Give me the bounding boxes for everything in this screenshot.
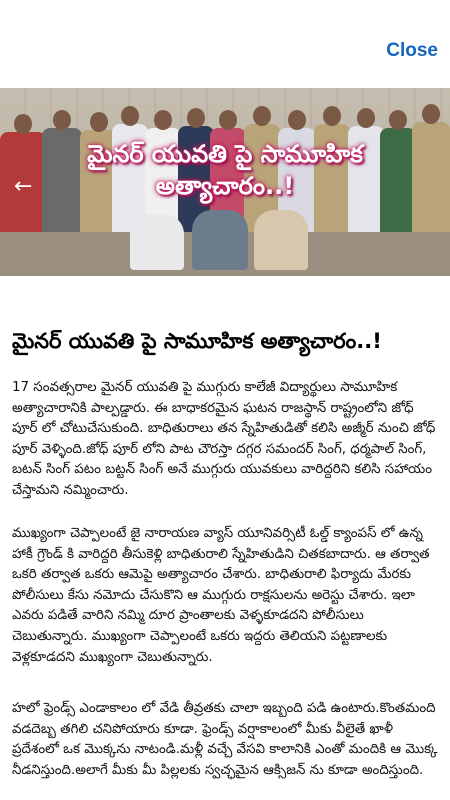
photo-figure-seated bbox=[254, 210, 308, 270]
article-headline: మైనర్ యువతి పై సామూహిక అత్యాచారం..! bbox=[12, 329, 382, 353]
close-button[interactable]: Close bbox=[386, 40, 438, 61]
photo-figure-head bbox=[389, 110, 407, 130]
photo-figure-head bbox=[90, 112, 108, 132]
image-overlay-line1: మైనర్ యువతి పై సామూహిక bbox=[87, 140, 363, 168]
photo-figure-seated bbox=[130, 214, 184, 270]
article-paragraph: హలో ఫ్రెండ్స్ ఎండాకాలం లో వేడి తీవ్రతకు చాలా ఇబ్బంది పడి ఉంటారు.కొంతమంది వడదెబ్బ తగిలి చనిపోయారు కూడా. ఫ్రెండ్స్ వర్షాకాలంలో మీకు వీలైతే ఖాళీ ప్రదేశంలో ఒక మొక్కను నాటండి.మళ్లీ వచ్చే వేసవి కాలానికి ఎంతో మందికి ఆ మొక్క నీడనిస్తుంది.అలాగే మీకు మీ పిల్లలకు స్వచ్ఛమైన ఆక్సిజన్ ను కూడా అందిస్తుంది. bbox=[12, 701, 438, 778]
arrow-left-icon: ← bbox=[14, 174, 33, 199]
photo-figure-head bbox=[219, 110, 237, 130]
photo-figure-head bbox=[323, 106, 341, 126]
photo-figure-head bbox=[357, 108, 375, 128]
expand-icon[interactable]: ⤢ bbox=[426, 348, 438, 364]
photo-figure-head bbox=[288, 110, 306, 130]
photo-figure-head bbox=[253, 106, 271, 126]
photo-figure-head bbox=[422, 104, 440, 124]
photo-figure-head bbox=[121, 106, 139, 126]
article-paragraph: 17 సంవత్సరాల మైనర్ యువతి పై ముగ్గురు కాలేజీ విద్యార్థులు సామూహిక అత్యాచారానికి పాల్పడ్డారు. ఈ బాధాకరమైన ఘటన రాజస్థాన్ రాష్ట్రంలోని జోధ్ పూర్ లో చోటుచేసుకుంది. బాధితురాలు తన స్నేహితుడితో కలిసి అజ్మీర్ నుంచి జోధ్ పూర్ వెళ్ళింది.జోధ్ పూర్ లోని పాట చౌరస్తా దగ్గర సమందర్ సింగ్, ధర్మపాల్ సింగ్, బటన్ సింగ్ పటం బట్టన్ సింగ్ అనే ముగ్గురు యువకులు వారిద్దరిని కలిసి సహాయం చేస్తామని నమ్మించారు. bbox=[12, 380, 436, 498]
photo-figure-head bbox=[187, 108, 205, 128]
top-bar bbox=[0, 0, 450, 88]
photo-figure-head bbox=[53, 110, 71, 130]
article-paragraph: ముఖ్యంగా చెప్పాలంటే జై నారాయణ వ్యాస్ యూనివర్సిటీ ఓల్డ్ క్యాంపస్ లో ఉన్న హాకీ గ్రౌండ్ కి వారిద్దరి తీసుకెళ్లి బాధితురాలి స్నేహితుడిని చితకబాదారు. ఆ తర్వాత ఒకరి తర్వాత ఒకరు ఆమెపై అత్యాచారం చేశారు. బాధితురాలి ఫిర్యాదు మేరకు పోలీసులు కేసు నమోదు చేసుకొని ఆ ముగ్గురు రాక్షసులను అరెస్టు చేశారు. ఇలా ఎవరు పడితే వారిని నమ్మి దూర ప్రాంతాలకు వెళ్ళకూడదని పోలీసులు చెబుతున్నారు. ముఖ్యంగా చెప్పాలంటే ఒకరు ఇద్దరు తెలియని పట్టణాలకు వెళ్లకూడదని ముఖ్యంగా చెబుతున్నారు. bbox=[12, 526, 430, 665]
photo-figure-head bbox=[14, 114, 32, 134]
photo-figure-head bbox=[154, 110, 172, 130]
photo-figure-seated bbox=[192, 210, 248, 270]
image-overlay-line2: అత్యాచారం..! bbox=[155, 172, 295, 200]
image-overlay-title bbox=[80, 138, 370, 202]
